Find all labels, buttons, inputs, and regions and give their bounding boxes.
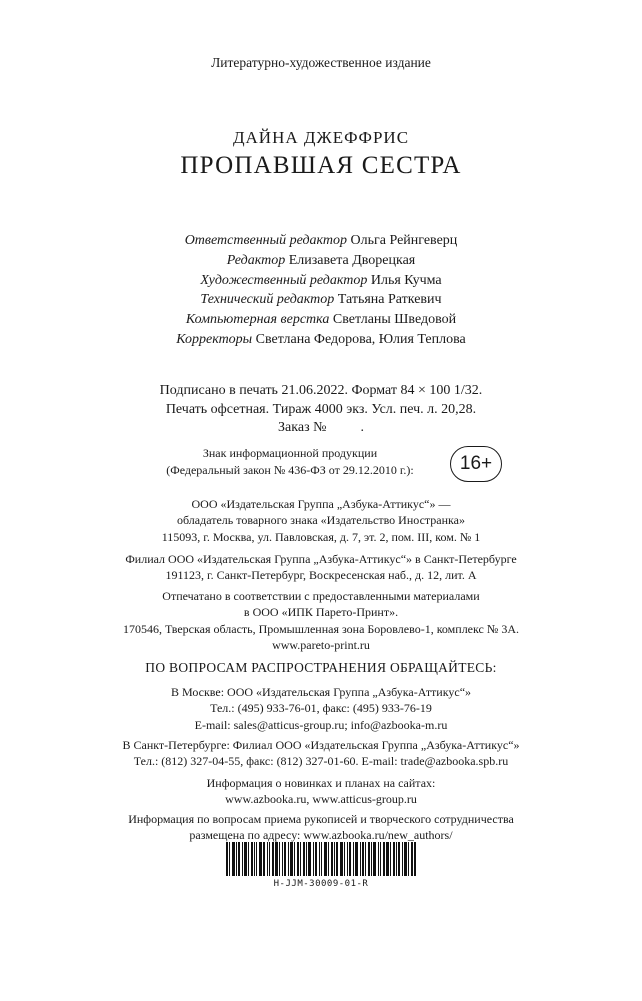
distribution-heading: ПО ВОПРОСАМ РАСПРОСТРАНЕНИЯ ОБРАЩАЙТЕСЬ: [145,660,497,675]
moscow-line: В Москве: ООО «Издательская Группа „Азбука-Аттикус“» [170,685,472,699]
info-product-sign [140,445,440,479]
barcode-icon [226,842,416,876]
branch-info [0,551,642,584]
branch-line: Филиал ООО «Издательская Группа „Азбука-Аттикус“» в Санкт-Петербурге [125,552,517,566]
barcode-number: Н-ЈЈМ-30009-01-R [273,879,369,889]
staff-line [0,330,642,350]
staff-role: Ответственный редактор [184,233,348,248]
staff-role: Технический редактор [200,292,335,308]
manuscripts-info [0,811,642,844]
author-name: ДАЙНА ДЖЕФФРИС [232,128,410,147]
sign-line: Знак информационной продукции [202,446,378,460]
staff-line [0,231,642,251]
staff-line [0,310,642,330]
staff-person: Татьяна Раткевич [337,292,442,308]
staff-credits [0,231,642,350]
printer-line: 170546, Тверская область, Промышленная зона Боровлево-1, комплекс № 3А. [123,621,519,636]
moscow-phone: Тел.: (495) 933-76-01, факс: (495) 933-76-19 [210,701,432,716]
news-line: Информация о новинках и планах на сайтах: [206,776,436,790]
moscow-email: E-mail: sales@atticus-group.ru; info@azbooka-m.ru [194,717,448,732]
print-line: Печать офсетная. Тираж 4000 экз. Усл. печ. л. 20,28. [165,401,477,417]
publisher-line: 115093, г. Москва, ул. Павловская, д. 7, эт. 2, пом. III, ком. № 1 [161,529,481,544]
book-title: ПРОПАВШАЯ СЕСТРА [180,152,462,179]
staff-role: Корректоры [176,331,253,347]
barcode [226,842,416,889]
printer-line: Отпечатано в соответствии с предоставленными материалами [162,589,480,603]
sign-law: (Федеральный закон № 436-ФЗ от 29.12.2010 г.): [166,463,414,477]
branch-line: 191123, г. Санкт-Петербург, Воскресенская наб., д. 12, лит. А [165,568,477,583]
printer-info [0,588,642,654]
publisher-line: обладатель товарного знака «Издательство Иностранка» [176,513,466,528]
staff-person: Илья Кучма [370,272,442,288]
spb-line: В Санкт-Петербурге: Филиал ООО «Издательская Группа „Азбука-Аттикус“» [122,738,520,752]
staff-line [0,290,642,310]
staff-role: Художественный редактор [200,272,368,288]
staff-role: Компьютерная верстка [185,312,330,328]
age-rating-badge: 16+ [450,446,502,482]
print-details [0,382,642,438]
staff-person: Светлана Федорова, Юлия Теплова [255,331,466,347]
publisher-info [0,496,642,545]
news-websites: www.azbooka.ru, www.atticus-group.ru [225,792,417,807]
news-info [0,775,642,808]
moscow-contacts [0,684,642,733]
order-label: Заказ № [278,420,327,435]
printer-line: в ООО «ИПК Парето-Принт». [243,605,399,620]
staff-person: Елизавета Дворецкая [288,252,416,268]
manuscripts-url: размещена по адресу: www.azbooka.ru/new_authors/ [189,828,453,843]
printer-website: www.pareto-print.ru [272,638,370,653]
staff-person: Ольга Рейнгеверц [350,233,458,248]
staff-line [0,271,642,291]
manuscripts-line: Информация по вопросам приема рукописей и творческого сотрудничества [128,812,514,826]
staff-line [0,251,642,271]
order-line: Заказ № . [278,420,364,435]
staff-person: Светланы Шведовой [332,312,457,328]
spb-phone: Тел.: (812) 327-04-55, факс: (812) 327-01-60. E-mail: trade@azbooka.spb.ru [133,754,509,769]
spb-contacts [0,737,642,770]
publisher-line: ООО «Издательская Группа „Азбука-Аттикус“» — [191,497,451,511]
genre-label: Литературно-художественное издание [211,55,431,70]
staff-role: Редактор [226,252,286,268]
print-line: Подписано в печать 21.06.2022. Формат 84 × 100 1/32. [159,383,483,398]
